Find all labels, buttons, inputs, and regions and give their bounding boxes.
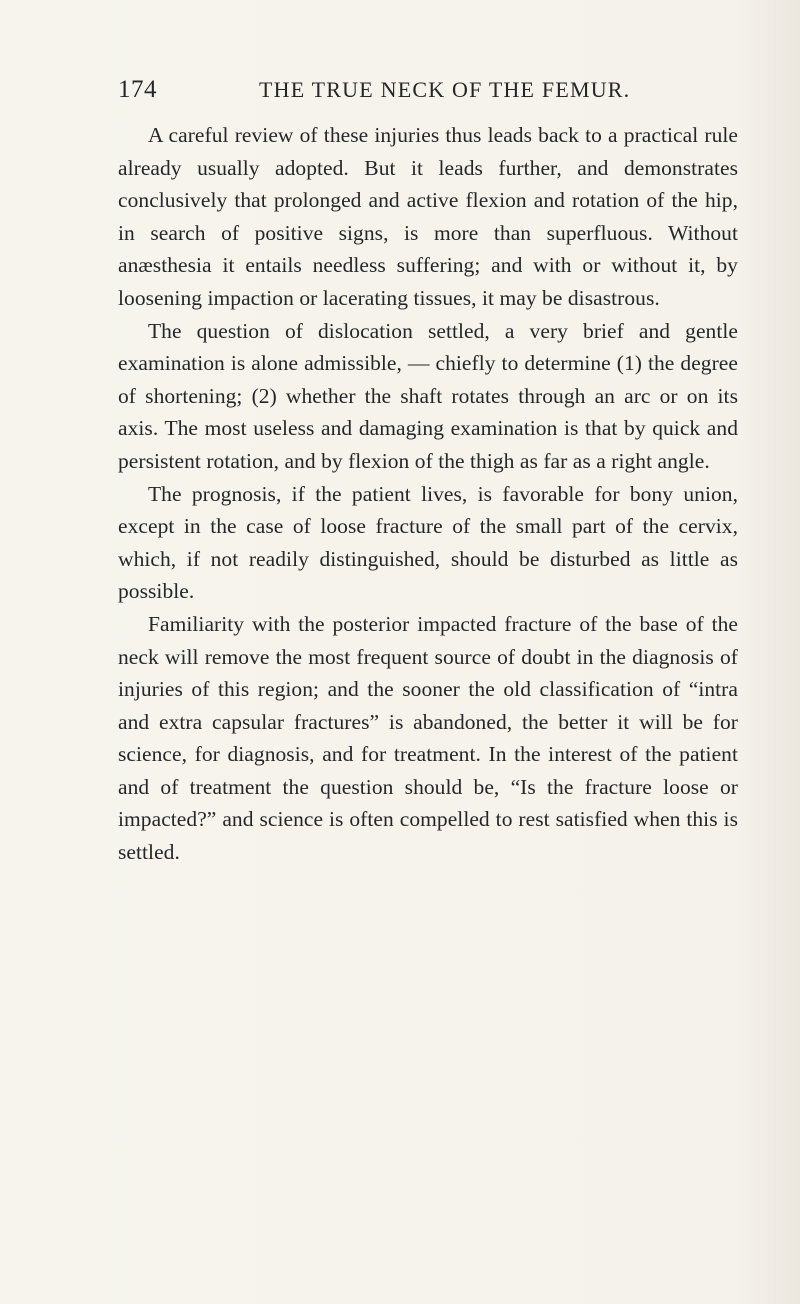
paragraph-examination: The question of dislocation settled, a very brief and gentle examination is alone admissible, — chiefly to determine (1) the degree of shortening; (2) whether the shaft rotates through an arc or on its axis. The most useless and damaging examination is that by quick and persistent rotation, and by flexion of the thigh as far as a right angle. [118, 318, 738, 473]
running-head [118, 70, 738, 110]
body-text [118, 119, 738, 869]
page-number: 174 [118, 76, 157, 103]
paragraph-classification: Familiarity with the posterior impacted fracture of the base of the neck will remove the most frequent source of doubt in the diagnosis of injuries of this region; and the sooner the old classification of “intra and extra capsular fractures” is abandoned, the better it will be for science, for diagnosis, and for treatment. In the interest of the patient and of treatment the question should be, “Is the fracture loose or impacted?” and science is often compelled to rest satisfied when this is settled. [118, 611, 738, 865]
running-title: THE TRUE NECK OF THE FEMUR. [259, 77, 631, 102]
paragraph-review: A careful review of these injuries thus leads back to a practical rule already usually adopted. But it leads further, and demonstrates conclusively that prolonged and active flexion and rotation of the hip, in search of positive signs, is more than superfluous. Without anæsthesia it entails needless suffering; and with or without it, by loosening impaction or lacerating tissues, it may be disastrous. [118, 123, 738, 310]
paragraph-prognosis: The prognosis, if the patient lives, is favorable for bony union, except in the case of loose fracture of the small part of the cervix, which, if not readily distinguished, should be disturbed as little as possible. [118, 481, 738, 604]
